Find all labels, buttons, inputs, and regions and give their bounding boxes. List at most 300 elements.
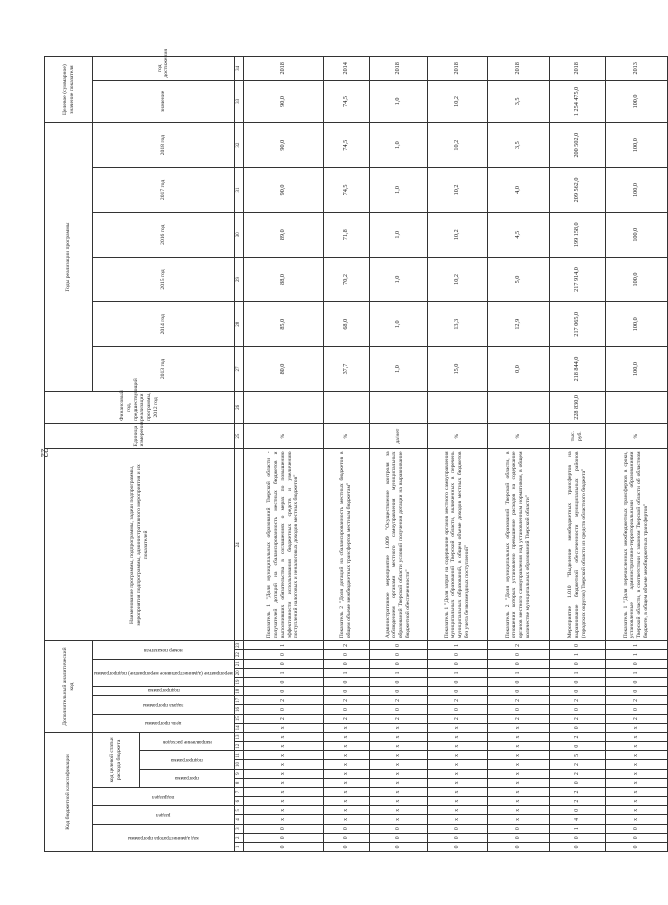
year-value-cell: 0,0 bbox=[487, 347, 549, 392]
financial-year-cell bbox=[487, 391, 549, 423]
column-index-cell: 21 bbox=[234, 659, 243, 668]
table-row bbox=[369, 57, 427, 852]
financial-year-cell bbox=[369, 391, 427, 423]
code-cell: 2 bbox=[549, 797, 605, 806]
code-cell: x bbox=[243, 742, 323, 751]
goal-header: цель программы bbox=[93, 714, 235, 732]
year-value-cell: 90,0 bbox=[243, 168, 323, 213]
code-cell: 0 bbox=[243, 677, 323, 686]
code-cell: 1 bbox=[323, 668, 369, 677]
code-cell: x bbox=[605, 751, 667, 760]
code-cell: x bbox=[487, 742, 549, 751]
code-cell: 2 bbox=[323, 696, 369, 705]
financial-year-cell bbox=[427, 391, 487, 423]
code-cell: 0 bbox=[487, 650, 549, 659]
code-cell: 0 bbox=[427, 705, 487, 714]
code-cell: 0 bbox=[549, 641, 605, 650]
page-number: 22 bbox=[39, 448, 50, 458]
code-cell: x bbox=[427, 760, 487, 769]
indicator-name-cell: Показатель 2 "Доля дотаций на сбалансированность местных бюджетов в общем объеме межбюджетных трансфертов местным бюджетам" bbox=[323, 449, 369, 641]
code-cell: 0 bbox=[323, 833, 369, 842]
table-header bbox=[45, 49, 244, 852]
column-index-cell: 4 bbox=[234, 815, 243, 824]
target-year-cell: 2014 bbox=[323, 57, 369, 81]
code-cell: x bbox=[369, 723, 427, 732]
code-cell: 0 bbox=[549, 833, 605, 842]
code-cell: 0 bbox=[427, 687, 487, 696]
code-cell: x bbox=[243, 732, 323, 741]
code-cell: 0 bbox=[427, 824, 487, 833]
year-2014-header: 2014 год bbox=[93, 302, 235, 347]
code-cell: 0 bbox=[323, 705, 369, 714]
year-value-cell: 74,5 bbox=[323, 168, 369, 213]
table-row bbox=[549, 57, 605, 852]
code-cell: x bbox=[323, 723, 369, 732]
column-index-cell: 6 bbox=[234, 797, 243, 806]
column-index-cell: 16 bbox=[234, 705, 243, 714]
code-cell: 0 bbox=[369, 842, 427, 851]
column-index-cell: 15 bbox=[234, 714, 243, 723]
code-cell: 2 bbox=[549, 769, 605, 778]
code-cell: 0 bbox=[605, 677, 667, 686]
unit-cell: % bbox=[323, 423, 369, 449]
year-value-cell: 10,2 bbox=[427, 123, 487, 168]
code-cell: 0 bbox=[243, 687, 323, 696]
code-cell: 0 bbox=[487, 677, 549, 686]
code-cell: 2 bbox=[487, 641, 549, 650]
year-value-cell: 100,0 bbox=[605, 168, 667, 213]
column-index-cell: 11 bbox=[234, 751, 243, 760]
code-cell: 0 bbox=[369, 641, 427, 650]
indicator-header: номер показателя bbox=[93, 641, 235, 659]
code-cell: 0 bbox=[427, 677, 487, 686]
code-cell: 1 bbox=[369, 668, 427, 677]
code-cell: x bbox=[243, 815, 323, 824]
code-cell: 0 bbox=[323, 687, 369, 696]
code-cell: x bbox=[487, 769, 549, 778]
code-cell: x bbox=[487, 723, 549, 732]
code-cell: x bbox=[243, 751, 323, 760]
target-value-cell: 100,0 bbox=[605, 80, 667, 123]
admin-code-header: код администратора программы bbox=[93, 824, 235, 851]
code-cell: x bbox=[427, 769, 487, 778]
code-cell: x bbox=[605, 806, 667, 815]
subprogram-header: подпрограмма bbox=[140, 751, 235, 769]
code-cell: 4 bbox=[549, 815, 605, 824]
code-cell: 2 bbox=[549, 714, 605, 723]
year-value-cell: 10,2 bbox=[427, 168, 487, 213]
year-value-cell: 217 065,0 bbox=[549, 302, 605, 347]
code-cell: x bbox=[487, 806, 549, 815]
year-value-cell: 1,0 bbox=[369, 212, 427, 257]
code-cell: x bbox=[243, 787, 323, 796]
code-cell: x bbox=[487, 797, 549, 806]
code-cell: x bbox=[323, 742, 369, 751]
code-cell: x bbox=[323, 815, 369, 824]
column-index-cell: 26 bbox=[234, 391, 243, 423]
rotated-table-container bbox=[44, 49, 650, 852]
column-index-cell: 17 bbox=[234, 696, 243, 705]
code-cell: 5 bbox=[549, 751, 605, 760]
code-cell: 0 bbox=[549, 806, 605, 815]
code-cell: 2 bbox=[243, 714, 323, 723]
code-cell: 1 bbox=[427, 641, 487, 650]
target-value-cell: 1,0 bbox=[369, 80, 427, 123]
column-index-cell: 34 bbox=[234, 57, 243, 81]
target-item-header: код целевой статьи расхода бюджета bbox=[93, 732, 140, 787]
year-value-cell: 37,7 bbox=[323, 347, 369, 392]
code-cell: x bbox=[427, 778, 487, 787]
code-cell: x bbox=[369, 787, 427, 796]
column-index-cell: 28 bbox=[234, 302, 243, 347]
code-cell: 1 bbox=[605, 650, 667, 659]
code-cell: 0 bbox=[243, 659, 323, 668]
extra-code-header: Дополнительный аналитический код bbox=[45, 641, 93, 733]
code-cell: 0 bbox=[369, 833, 427, 842]
table-row bbox=[487, 57, 549, 852]
code-cell: x bbox=[605, 787, 667, 796]
code-cell: 2 bbox=[549, 787, 605, 796]
year-value-cell: 90,0 bbox=[243, 123, 323, 168]
column-index-cell: 12 bbox=[234, 742, 243, 751]
table-row bbox=[605, 57, 667, 852]
unit-cell: % bbox=[243, 423, 323, 449]
year-2018-header: 2018 год bbox=[93, 123, 235, 168]
target-value-cell: 3,5 bbox=[487, 80, 549, 123]
year-value-cell: 5,0 bbox=[487, 257, 549, 302]
indicator-name-cell: Показатель 1 "Доля затрат на содержание органов местного самоуправления муниципальных образований Тверской области, включенных в перечень муниципальных образований, в общем объеме доходов местных бюджетов без учета безвозмездных поступлений" bbox=[427, 449, 487, 641]
code-cell: 0 bbox=[427, 842, 487, 851]
year-value-cell: 199 158,0 bbox=[549, 212, 605, 257]
code-cell: 0 bbox=[549, 659, 605, 668]
code-cell: 0 bbox=[605, 659, 667, 668]
section-header: раздел bbox=[93, 806, 235, 824]
year-value-cell: 100,0 bbox=[605, 302, 667, 347]
indicator-name-cell: Показатель 1 "Доля муниципальных образований Тверской области - получателей дотаций на сбалансированность местных бюджетов и выполнивших обязательства в соглашениях о мерах по повышению эффективности использования бюджетных средств и увеличению поступлений налоговых и неналоговых доходов местных бюджетов" bbox=[243, 449, 323, 641]
indicator-name-cell: Показатель 1 "Доля перечисленных межбюджетных трансфертов в сроки, установленные административно-территориальными образованиями Тверской области, в соответствии с законом Тверской области об областном бюджете, в общем объеме межбюджетных трансфертов" bbox=[605, 449, 667, 641]
year-value-cell: 13,3 bbox=[427, 302, 487, 347]
code-cell: 0 bbox=[487, 687, 549, 696]
code-cell: 0 bbox=[605, 824, 667, 833]
code-cell: 2 bbox=[427, 714, 487, 723]
code-cell: 0 bbox=[605, 705, 667, 714]
unit-cell: тыс. руб. bbox=[549, 423, 605, 449]
year-value-cell: 74,5 bbox=[323, 123, 369, 168]
code-cell: 0 bbox=[605, 833, 667, 842]
code-cell: x bbox=[605, 815, 667, 824]
code-cell: 0 bbox=[549, 778, 605, 787]
code-cell: x bbox=[243, 806, 323, 815]
code-cell: x bbox=[243, 778, 323, 787]
year-value-cell: 12,9 bbox=[487, 302, 549, 347]
target-value-header: значение bbox=[93, 80, 235, 123]
code-cell: x bbox=[427, 742, 487, 751]
year-2015-header: 2015 год bbox=[93, 257, 235, 302]
code-cell: 0 bbox=[323, 659, 369, 668]
code-cell: 1 bbox=[605, 641, 667, 650]
year-value-cell: 218 844,0 bbox=[549, 347, 605, 392]
code-cell: 0 bbox=[369, 687, 427, 696]
code-cell: 2 bbox=[549, 760, 605, 769]
code-cell: x bbox=[369, 769, 427, 778]
column-index-cell: 33 bbox=[234, 80, 243, 123]
year-value-cell: 80,0 bbox=[243, 347, 323, 392]
code-cell: 2 bbox=[605, 714, 667, 723]
year-value-cell: 217 914,0 bbox=[549, 257, 605, 302]
code-cell: 0 bbox=[487, 824, 549, 833]
code-cell: x bbox=[427, 815, 487, 824]
code-cell: 0 bbox=[243, 842, 323, 851]
code-cell: x bbox=[605, 723, 667, 732]
code-cell: 0 bbox=[549, 687, 605, 696]
year-value-cell: 15,0 bbox=[427, 347, 487, 392]
code-cell: 0 bbox=[487, 833, 549, 842]
indicator-name-cell: Мероприятие 1.010 "Выделение межбюджетных трансфертов на выравнивание бюджетной обеспеченности муниципальных районов (городских округов) Тверской области из средств областного бюджета" bbox=[549, 449, 605, 641]
code-cell: x bbox=[487, 760, 549, 769]
year-2013-header: 2013 год bbox=[93, 347, 235, 392]
column-index-cell: 30 bbox=[234, 212, 243, 257]
code-cell: 0 bbox=[323, 650, 369, 659]
code-cell: x bbox=[369, 806, 427, 815]
target-group-header: Целевое (суммарное) значение показателя bbox=[45, 57, 93, 123]
code-cell: 0 bbox=[549, 742, 605, 751]
code-cell: 2 bbox=[323, 641, 369, 650]
code-cell: 1 bbox=[549, 650, 605, 659]
financial-year-cell: 228 830,0 bbox=[549, 391, 605, 423]
code-cell: x bbox=[243, 723, 323, 732]
column-index-cell: 8 bbox=[234, 778, 243, 787]
code-cell: 1 bbox=[549, 668, 605, 677]
column-index-cell: 14 bbox=[234, 723, 243, 732]
code-cell: x bbox=[369, 760, 427, 769]
code-cell: 0 bbox=[427, 659, 487, 668]
code-cell: 0 bbox=[487, 705, 549, 714]
table-row bbox=[323, 57, 369, 852]
code-cell: x bbox=[427, 751, 487, 760]
code-cell: 0 bbox=[243, 833, 323, 842]
code-cell: 2 bbox=[487, 696, 549, 705]
years-group-header: Годы реализации программы bbox=[45, 123, 93, 392]
year-value-cell: 88,0 bbox=[243, 257, 323, 302]
direction-code-header: направление расходов bbox=[140, 732, 235, 750]
code-cell: x bbox=[243, 769, 323, 778]
code-cell: x bbox=[323, 769, 369, 778]
code-cell: 2 bbox=[549, 732, 605, 741]
target-year-cell: 2018 bbox=[243, 57, 323, 81]
year-value-cell: 10,2 bbox=[427, 257, 487, 302]
code-cell: 0 bbox=[369, 705, 427, 714]
target-year-cell: 2018 bbox=[487, 57, 549, 81]
year-value-cell: 1,0 bbox=[369, 257, 427, 302]
code-cell: 0 bbox=[549, 842, 605, 851]
table-body bbox=[243, 57, 667, 852]
code-cell: 0 bbox=[549, 677, 605, 686]
code-cell: x bbox=[323, 778, 369, 787]
code-cell: 1 bbox=[243, 668, 323, 677]
year-value-cell: 1,0 bbox=[369, 302, 427, 347]
name-column-header: Наименование программы, подпрограммы, задачи подпрограммы, мероприятия подпрограммы, административного мероприятия и их показателей bbox=[45, 449, 235, 641]
code-cell: 0 bbox=[549, 705, 605, 714]
code-cell: 1 bbox=[605, 668, 667, 677]
code-cell: 0 bbox=[323, 824, 369, 833]
column-index-cell: 22 bbox=[234, 650, 243, 659]
financial-year-cell bbox=[323, 391, 369, 423]
year-value-cell: 68,0 bbox=[323, 302, 369, 347]
code-cell: 2 bbox=[549, 696, 605, 705]
code-cell: 0 bbox=[243, 650, 323, 659]
code-cell: 0 bbox=[369, 659, 427, 668]
column-index-cell: 13 bbox=[234, 732, 243, 741]
year-value-cell: 70,2 bbox=[323, 257, 369, 302]
table-row bbox=[427, 57, 487, 852]
code-cell: x bbox=[323, 751, 369, 760]
column-index-cell: 31 bbox=[234, 168, 243, 213]
column-index-cell: 27 bbox=[234, 347, 243, 392]
code-cell: x bbox=[369, 742, 427, 751]
code-cell: 0 bbox=[487, 659, 549, 668]
code-cell: 2 bbox=[605, 696, 667, 705]
code-cell: 0 bbox=[323, 842, 369, 851]
year-value-cell: 10,2 bbox=[427, 212, 487, 257]
unit-cell: % bbox=[605, 423, 667, 449]
year-value-cell: 85,0 bbox=[243, 302, 323, 347]
task-header: задача программы bbox=[93, 696, 235, 714]
column-index-cell: 29 bbox=[234, 257, 243, 302]
financial-year-cell bbox=[605, 391, 667, 423]
code-cell: 0 bbox=[369, 650, 427, 659]
code-cell: x bbox=[243, 760, 323, 769]
year-2016-header: 2016 год bbox=[93, 212, 235, 257]
year-value-cell: 3,5 bbox=[487, 123, 549, 168]
code-cell: x bbox=[487, 815, 549, 824]
code-cell: 1 bbox=[549, 824, 605, 833]
code-cell: 2 bbox=[323, 714, 369, 723]
program-indicators-table bbox=[44, 49, 668, 852]
code-cell: 0 bbox=[605, 842, 667, 851]
financial-year-cell bbox=[243, 391, 323, 423]
unit-cell: % bbox=[487, 423, 549, 449]
code-cell: x bbox=[427, 797, 487, 806]
year-value-cell: 100,0 bbox=[605, 347, 667, 392]
code-cell: x bbox=[487, 751, 549, 760]
code-cell: x bbox=[323, 787, 369, 796]
code-cell: 0 bbox=[243, 824, 323, 833]
column-index-cell: 19 bbox=[234, 677, 243, 686]
column-index-cell: 9 bbox=[234, 769, 243, 778]
code-cell: 0 bbox=[369, 824, 427, 833]
target-value-cell: 74,5 bbox=[323, 80, 369, 123]
year-value-cell: 4,5 bbox=[487, 212, 549, 257]
code-cell: x bbox=[487, 787, 549, 796]
indicator-name-cell: Административное мероприятие 1.009 "Осуществление контроля за соблюдением органами местного самоуправления муниципальных образований Тверской области условий получения дотации на выравнивание бюджетной обеспеченности" bbox=[369, 449, 427, 641]
code-cell: 1 bbox=[243, 641, 323, 650]
code-cell: x bbox=[487, 778, 549, 787]
year-value-cell: 100,0 bbox=[605, 123, 667, 168]
code-cell: x bbox=[487, 732, 549, 741]
code-cell: 2 bbox=[243, 696, 323, 705]
code-cell: 0 bbox=[369, 677, 427, 686]
code-cell: x bbox=[369, 797, 427, 806]
target-year-header: год достижения bbox=[93, 57, 235, 81]
code-cell: 2 bbox=[487, 714, 549, 723]
column-index-cell: 18 bbox=[234, 687, 243, 696]
code-cell: 2 bbox=[369, 696, 427, 705]
year-value-cell: 1,0 bbox=[369, 123, 427, 168]
target-year-cell: 2018 bbox=[549, 57, 605, 81]
code-cell: x bbox=[323, 806, 369, 815]
target-value-cell: 1 254 475,0 bbox=[549, 80, 605, 123]
code-cell: x bbox=[323, 732, 369, 741]
code-cell: x bbox=[369, 751, 427, 760]
unit-cell: % bbox=[427, 423, 487, 449]
column-index-cell: 1 bbox=[234, 842, 243, 851]
year-value-cell: 100,0 bbox=[605, 257, 667, 302]
code-cell: x bbox=[323, 760, 369, 769]
code-cell: 2 bbox=[369, 714, 427, 723]
code-cell: x bbox=[605, 760, 667, 769]
budget-code-header: Код бюджетной классификации bbox=[45, 732, 93, 851]
year-2017-header: 2017 год bbox=[93, 168, 235, 213]
column-index-cell: 32 bbox=[234, 123, 243, 168]
target-year-cell: 2013 bbox=[605, 57, 667, 81]
unit-column-header: Единица измерения bbox=[45, 423, 235, 449]
column-index-row bbox=[234, 57, 243, 852]
code-cell: x bbox=[605, 769, 667, 778]
year-value-cell: 1,0 bbox=[369, 347, 427, 392]
year-value-cell: 71,8 bbox=[323, 212, 369, 257]
year-value-cell: 200 502,0 bbox=[549, 123, 605, 168]
code-cell: x bbox=[243, 797, 323, 806]
column-index-cell: 24 bbox=[234, 449, 243, 641]
target-value-cell: 90,0 bbox=[243, 80, 323, 123]
year-value-cell: 1,0 bbox=[369, 168, 427, 213]
code-cell: x bbox=[427, 723, 487, 732]
code-cell: x bbox=[369, 778, 427, 787]
code-cell: x bbox=[605, 732, 667, 741]
code-cell: x bbox=[427, 732, 487, 741]
measure-header: мероприятие (административное мероприятие) подпрограммы bbox=[93, 659, 235, 686]
year-value-cell: 100,0 bbox=[605, 212, 667, 257]
column-index-cell: 7 bbox=[234, 787, 243, 796]
column-index-cell: 20 bbox=[234, 668, 243, 677]
target-year-cell: 2018 bbox=[369, 57, 427, 81]
code-cell: 0 bbox=[427, 650, 487, 659]
column-index-cell: 2 bbox=[234, 833, 243, 842]
code-cell: 0 bbox=[323, 677, 369, 686]
unit-cell: да/нет bbox=[369, 423, 427, 449]
code-cell: 1 bbox=[427, 668, 487, 677]
program-header: программа bbox=[140, 769, 235, 787]
year-value-cell: 89,0 bbox=[243, 212, 323, 257]
code-cell: x bbox=[427, 787, 487, 796]
code-cell: 2 bbox=[427, 696, 487, 705]
code-cell: x bbox=[605, 778, 667, 787]
column-index-cell: 10 bbox=[234, 760, 243, 769]
code-cell: 0 bbox=[487, 842, 549, 851]
financial-year-header: Финансовый год, предшествующий реализации программы, 2012 год bbox=[45, 391, 235, 423]
code-cell: 0 bbox=[549, 723, 605, 732]
code-cell: x bbox=[323, 797, 369, 806]
code-cell: 0 bbox=[427, 833, 487, 842]
code-cell: 0 bbox=[605, 687, 667, 696]
code-cell: x bbox=[427, 806, 487, 815]
code-cell: x bbox=[605, 742, 667, 751]
code-cell: 1 bbox=[487, 668, 549, 677]
table-row bbox=[243, 57, 323, 852]
column-index-cell: 23 bbox=[234, 641, 243, 650]
code-cell: 0 bbox=[243, 705, 323, 714]
subsection-header: подраздел bbox=[93, 787, 235, 805]
